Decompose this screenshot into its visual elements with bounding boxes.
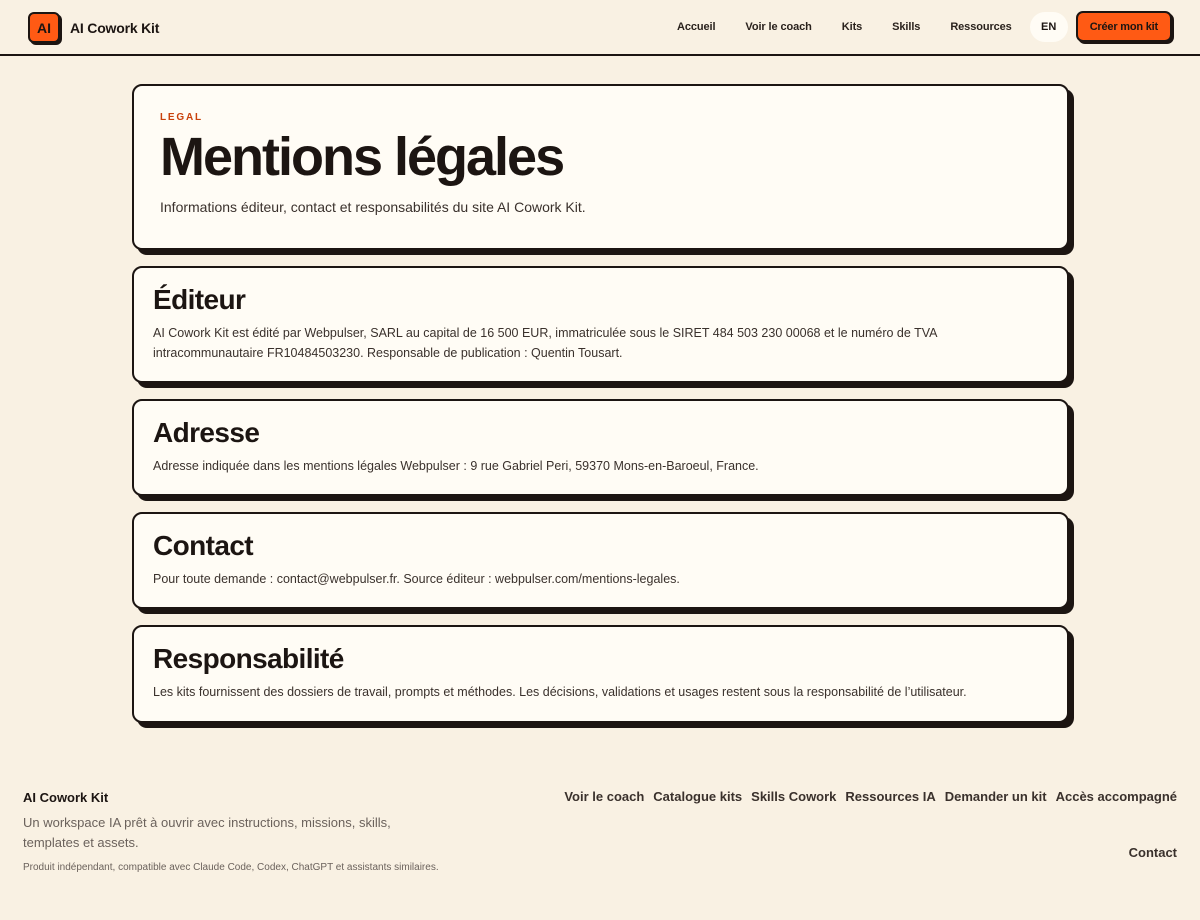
- footer-link-voir-le-coach[interactable]: Voir le coach: [564, 789, 645, 804]
- footer-link-contact[interactable]: Contact: [1128, 845, 1177, 860]
- brand-name: AI Cowork Kit: [70, 19, 160, 36]
- section-responsabilite: [132, 625, 1069, 723]
- page-subtitle: Informations éditeur, contact et responsabilités du site AI Cowork Kit.: [160, 199, 586, 215]
- nav-link-ressources[interactable]: Ressources: [950, 20, 1012, 33]
- section-body-responsabilite: Les kits fournissent des dossiers de travail, prompts et méthodes. Les décisions, validations et usages restent sous la responsabilité de l’utilisateur.: [153, 685, 967, 699]
- section-title-editeur: Éditeur: [153, 284, 246, 315]
- footer-note: Produit indépendant, compatible avec Claude Code, Codex, ChatGPT et assistants similaires.: [23, 862, 439, 873]
- footer-link-demander-un-kit[interactable]: Demander un kit: [944, 789, 1047, 804]
- section-title-contact: Contact: [153, 530, 254, 561]
- page-title: Mentions légales: [160, 127, 564, 187]
- brand-link[interactable]: [28, 12, 159, 43]
- section-body-contact: Pour toute demande : contact@webpulser.fr. Source éditeur : webpulser.com/mentions-legales.: [153, 572, 680, 586]
- section-adresse: [132, 399, 1069, 496]
- footer-links: [564, 789, 1177, 804]
- section-title-adresse: Adresse: [153, 417, 260, 448]
- section-editeur: [132, 266, 1069, 383]
- section-title-responsabilite: Responsabilité: [153, 643, 344, 674]
- language-switch-button[interactable]: EN: [1030, 12, 1068, 42]
- hero-card: [132, 84, 1069, 250]
- hero-kicker: LEGAL: [160, 112, 203, 123]
- brand-logo: AI: [28, 12, 60, 43]
- nav-link-kits[interactable]: Kits: [841, 20, 863, 33]
- footer-brand: AI Cowork Kit: [23, 790, 109, 805]
- footer-link-catalogue-kits[interactable]: Catalogue kits: [653, 789, 743, 804]
- section-body-adresse: Adresse indiquée dans les mentions légales Webpulser : 9 rue Gabriel Peri, 59370 Mons-en-Baroeul, France.: [153, 459, 759, 473]
- section-body-editeur: AI Cowork Kit est édité par Webpulser, SARL au capital de 16 500 EUR, immatriculée sous le SIRET 484 503 230 00068 et le numéro de TVA intracommunautaire FR10484503230. Responsable de publication : Quentin Tousart.: [153, 326, 937, 360]
- top-navigation-bar: [0, 0, 1200, 56]
- nav-link-accueil[interactable]: Accueil: [676, 20, 716, 33]
- nav-link-skills[interactable]: Skills: [892, 20, 921, 33]
- footer-link-acces-accompagne[interactable]: Accès accompagné: [1055, 789, 1177, 804]
- nav-link-voir-le-coach[interactable]: Voir le coach: [745, 20, 812, 33]
- footer-description: Un workspace IA prêt à ouvrir avec instructions, missions, skills, templates et assets.: [23, 815, 391, 850]
- main-nav: [677, 11, 1172, 42]
- footer-link-skills-cowork[interactable]: Skills Cowork: [751, 789, 837, 804]
- footer-link-ressources-ia[interactable]: Ressources IA: [845, 789, 936, 804]
- create-kit-button[interactable]: Créer mon kit: [1076, 11, 1172, 42]
- section-contact: [132, 512, 1069, 609]
